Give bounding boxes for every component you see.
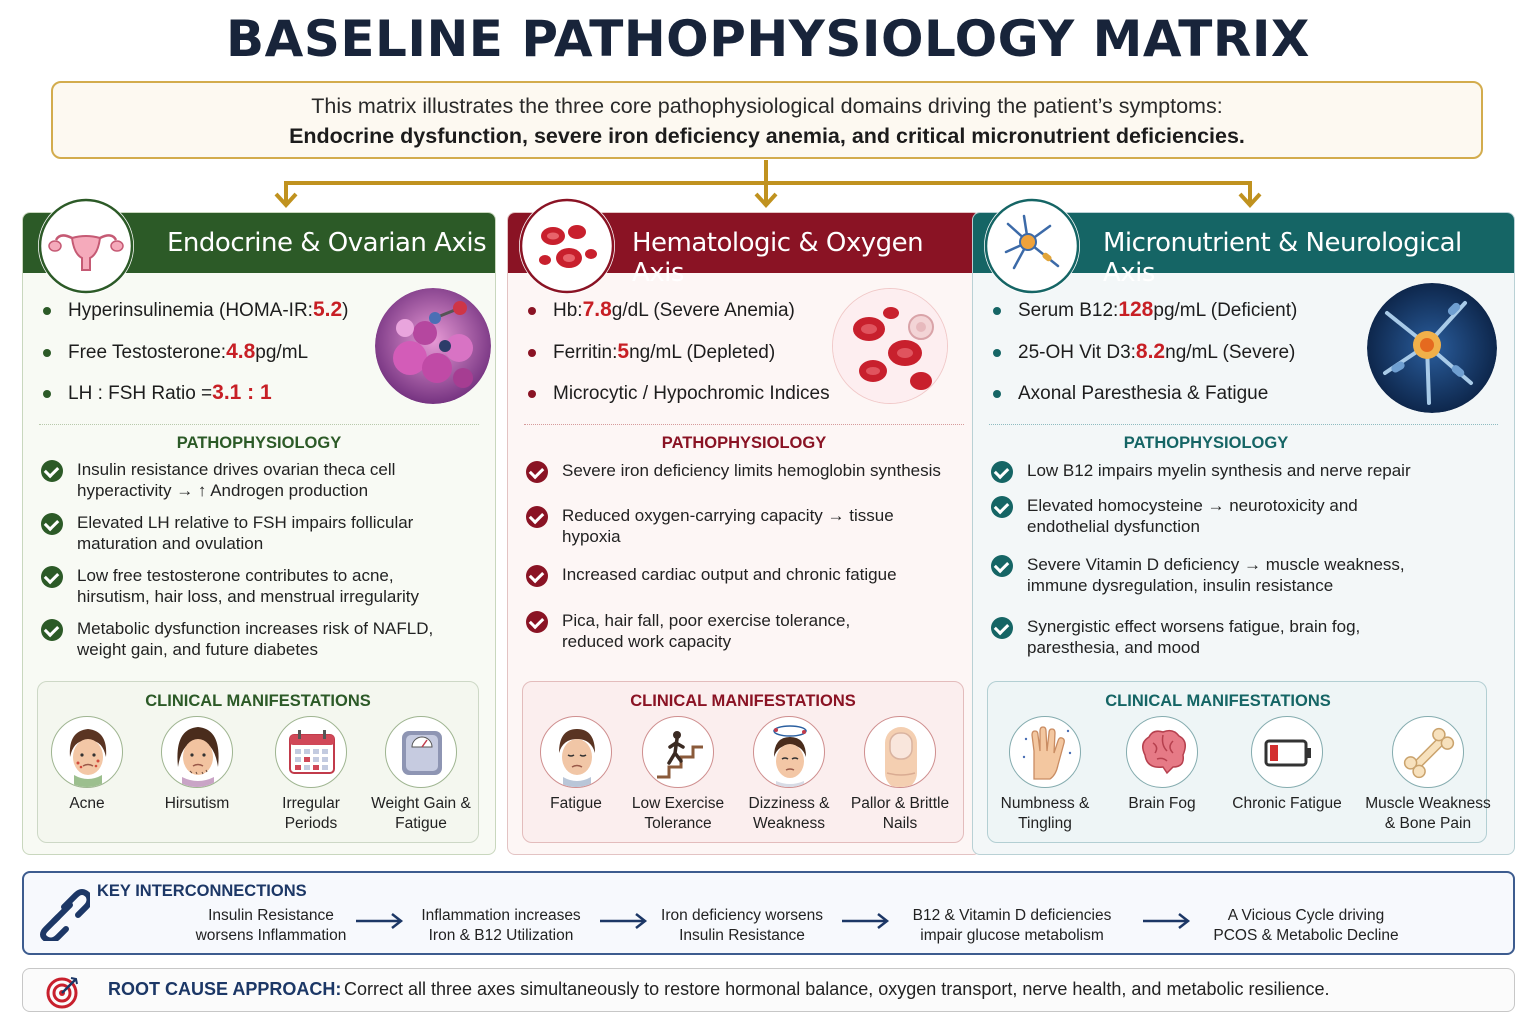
micronutrient-manifestations-box [987,681,1491,843]
manifestation-irregular-periods: Irregular Periods [256,716,366,834]
metric-ferritin: Ferritin: 5 ng/mL (Depleted) [528,342,830,384]
neuron-icon [984,198,1080,294]
manifestation-weight-gain: Weight Gain & Fatigue [366,716,476,834]
metric-serum-b12: Serum B12: 128 pg/mL (Deficient) [993,300,1297,342]
bone-icon [1392,716,1464,788]
check-icon [41,619,63,641]
pathophysiology-item: Elevated LH relative to FSH impairs follicular maturation and ovulation [41,512,437,554]
micronutrient-metrics [993,300,1297,425]
target-icon [45,974,81,1010]
micronutrient-title: Micronutrient & Neurological Axis [1103,228,1462,288]
metric-hemoglobin: Hb: 7.8 g/dL (Severe Anemia) [528,300,830,342]
root-cause-title: ROOT CAUSE APPROACH: [108,979,342,999]
endocrine-title: Endocrine & Ovarian Axis [167,228,487,258]
pathophysiology-item: Insulin resistance drives ovarian theca cell hyperactivity → ↑ Androgen production [41,459,437,501]
manifestation-dizziness: Dizziness & Weakness [734,716,844,834]
hematologic-pathophysiology-title: PATHOPHYSIOLOGY [661,434,827,452]
hematologic-axis-card [507,212,981,855]
calendar-icon [275,716,347,788]
arrow-right-icon [354,911,406,931]
check-icon [526,611,548,633]
uterus-icon [38,198,134,294]
metric-free-testosterone: Free Testosterone: 4.8 pg/mL [43,342,348,384]
fingernail-icon [864,716,936,788]
arrow-right-icon [598,911,650,931]
key-interconnections-box [22,871,1515,955]
pathophysiology-item: Pica, hair fall, poor exercise tolerance, reduced work capacity [526,610,892,652]
check-icon [526,461,548,483]
hematologic-separator [524,424,964,425]
metric-lh-fsh-ratio: LH : FSH Ratio = 3.1 : 1 [43,383,348,425]
page-title: BASELINE PATHOPHYSIOLOGY MATRIX [226,10,1310,68]
interconnection-step-2: Inflammation increases Iron & B12 Utilization [421,907,581,944]
metric-axonal-paresthesia: Axonal Paresthesia & Fatigue [993,383,1297,425]
red-blood-cells-icon [519,198,615,294]
brain-icon [1126,716,1198,788]
ovarian-cell-illustration-icon [375,288,491,404]
endocrine-axis-card [22,212,496,855]
endocrine-pathophysiology-title: PATHOPHYSIOLOGY [176,434,342,452]
tingling-hand-icon [1009,716,1081,788]
endocrine-separator [39,424,479,425]
check-icon [991,496,1013,518]
manifestation-hirsutism: Hirsutism [142,716,252,814]
tired-face-icon [540,716,612,788]
root-cause-text: Correct all three axes simultaneously to restore hormonal balance, oxygen transport, nerve health, and metabolic resilience. [344,979,1330,999]
chain-link-icon [32,883,90,941]
pathophysiology-item: Severe iron deficiency limits hemoglobin synthesis [526,460,962,483]
check-icon [41,460,63,482]
manifestation-acne: Acne [32,716,142,814]
pathophysiology-item: Metabolic dysfunction increases risk of NAFLD, weight gain, and future diabetes [41,618,457,660]
intro-line-1: This matrix illustrates the three core pathophysiological domains driving the patient’s symptoms: [311,94,1223,118]
endocrine-manifestations-box [37,681,479,843]
pathophysiology-item: Severe Vitamin D deficiency → muscle weakness, immune dysregulation, insulin resistance [991,554,1447,596]
hematologic-manifestations-box [522,681,964,843]
check-icon [526,506,548,528]
check-icon [991,461,1013,483]
interconnection-step-4: B12 & Vitamin D deficiencies impair glucose metabolism [912,907,1112,944]
arrow-right-icon [840,911,892,931]
manifestation-numbness: Numbness & Tingling [990,716,1100,834]
interconnection-step-1: Insulin Resistance worsens Inflammation [195,907,347,944]
dizzy-face-icon [753,716,825,788]
pathophysiology-item: Increased cardiac output and chronic fatigue [526,564,962,587]
scale-icon [385,716,457,788]
acne-face-icon [51,716,123,788]
pathophysiology-item: Elevated homocysteine → neurotoxicity and endothelial dysfunction [991,495,1397,537]
hematologic-title: Hematologic & Oxygen Axis [632,228,924,288]
metric-vitamin-d3: 25-OH Vit D3: 8.2 ng/mL (Severe) [993,342,1297,384]
key-interconnections-title: KEY INTERCONNECTIONS [97,882,307,900]
manifestation-low-exercise: Low Exercise Tolerance [623,716,733,834]
arrow-right-icon [1141,911,1193,931]
stairs-climber-icon [642,716,714,788]
pathophysiology-item: Synergistic effect worsens fatigue, brain fog, paresthesia, and mood [991,616,1417,658]
interconnection-step-5: A Vicious Cycle driving PCOS & Metabolic Decline [1213,907,1399,944]
branch-connector [0,0,1536,212]
hematologic-manifestations-title: CLINICAL MANIFESTATIONS [630,692,856,710]
intro-line-2: Endocrine dysfunction, severe iron deficiency anemia, and critical micronutrient deficiencies. [289,124,1245,148]
manifestation-pallor-nails: Pallor & Brittle Nails [845,716,955,834]
pathophysiology-item: Low free testosterone contributes to acne, hirsutism, hair loss, and menstrual irregularity [41,565,447,607]
manifestation-chronic-fatigue: Chronic Fatigue [1232,716,1342,814]
endocrine-manifestations-title: CLINICAL MANIFESTATIONS [145,692,371,710]
hematologic-metrics [528,300,830,425]
check-icon [526,565,548,587]
pathophysiology-item: Low B12 impairs myelin synthesis and nerve repair [991,460,1467,483]
pathophysiology-item: Reduced oxygen-carrying capacity → tissue hypoxia [526,505,932,547]
micronutrient-pathophysiology-title: PATHOPHYSIOLOGY [1123,434,1289,452]
endocrine-metrics [43,300,348,425]
check-icon [991,555,1013,577]
check-icon [41,513,63,535]
nerve-cell-illustration-icon [1367,283,1497,413]
metric-homa-ir: Hyperinsulinemia (HOMA-IR: 5.2 ) [43,300,348,342]
micronutrient-axis-card [972,212,1515,855]
manifestation-brain-fog: Brain Fog [1107,716,1217,814]
micronutrient-separator [989,424,1498,425]
manifestation-muscle-weakness: Muscle Weakness & Bone Pain [1358,716,1498,834]
interconnection-step-3: Iron deficiency worsens Insulin Resistance [661,907,823,944]
check-icon [41,566,63,588]
hirsutism-face-icon [161,716,233,788]
manifestation-fatigue: Fatigue [521,716,631,814]
root-cause-box [22,968,1515,1012]
check-icon [991,617,1013,639]
metric-indices: Microcytic / Hypochromic Indices [528,383,830,425]
red-cells-illustration-icon [832,288,948,404]
low-battery-icon [1251,716,1323,788]
micronutrient-manifestations-title: CLINICAL MANIFESTATIONS [1105,692,1331,710]
